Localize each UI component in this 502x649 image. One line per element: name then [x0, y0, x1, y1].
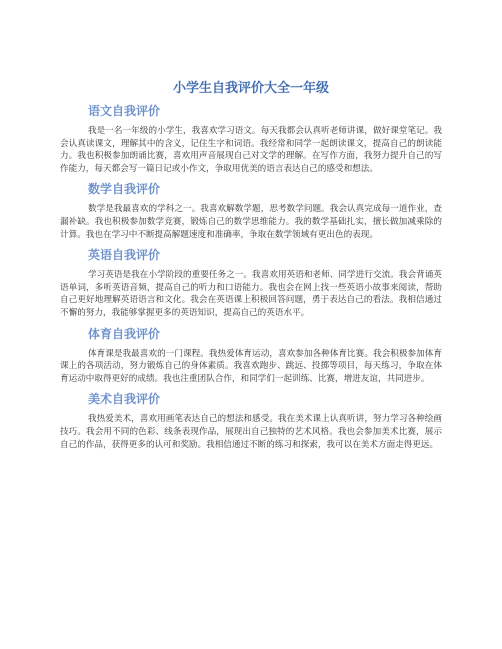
section-heading: 语文自我评价 [88, 104, 161, 118]
section-heading: 体育自我评价 [88, 326, 161, 341]
section-english [60, 248, 442, 319]
section-paragraph: 学习英语是我在小学阶段的重要任务之一。我喜欢用英语和老师、同学进行交流。我会背诵英语单词，多听英语音频，提高自己的听力和口语能力。我也会在网上找一些英语小故事来阅读，帮助自己更好地理解英语语言和文化。我会在英语课上积极回答问题，勇于表达自己的看法。我相信通过不懈的努力，我能够掌握更多的英语知识，提高自己的英语水平。 [60, 270, 442, 318]
section-paragraph: 数学是我最喜欢的学科之一。我喜欢解数学题，思考数学问题。我会认真完成每一道作业，查漏补缺。我也积极参加数学竞赛，锻炼自己的数学思维能力。我的数学基础扎实，擅长做加减乘除的计算。我也在学习中不断提高解题速度和准确率，争取在数学领域有更出色的表现。 [60, 204, 442, 240]
section-heading: 英语自我评价 [88, 248, 161, 263]
section-paragraph: 体育课是我最喜欢的一门课程。我热爱体育运动，喜欢参加各种体育比赛。我会积极参加体育课上的各项活动，努力锻炼自己的身体素质。我喜欢跑步、跳远、投掷等项目，每天练习，争取在体育运动中取得更好的成绩。我也注重团队合作，和同学们一起训练、比赛，增进友谊，共同进步。 [60, 348, 442, 384]
section-art [60, 392, 442, 451]
section-pe [60, 327, 442, 386]
section-math [60, 182, 442, 241]
document-title: 小学生自我评价大全一年级 [172, 81, 329, 96]
section-chinese [60, 104, 442, 175]
section-paragraph: 我热爱美术，喜欢用画笔表达自己的想法和感受。我在美术课上认真听讲，努力学习各种绘画技巧。我会用不同的色彩、线条表现作品，展现出自己独特的艺术风格。我也会参加美术比赛，展示自己的作品，获得更多的认可和奖励。我相信通过不断的练习和探索，我可以在美术方面走得更远。 [60, 414, 442, 450]
section-heading: 美术自我评价 [88, 392, 161, 407]
section-heading: 数学自我评价 [88, 182, 161, 197]
section-paragraph: 我是一名一年级的小学生，我喜欢学习语文。每天我都会认真听老师讲课，做好课堂笔记。我会认真读课文，理解其中的含义，记住生字和词语。我经常和同学一起朗读课文，提高自己的朗读能力。我也积极参加朗诵比赛，喜欢用声音展现自己对文学的理解。在写作方面，我努力提升自己的写作能力，每天都会写一篇日记或小作文，争取用优美的语言表达自己的感受和想法。 [60, 126, 442, 174]
